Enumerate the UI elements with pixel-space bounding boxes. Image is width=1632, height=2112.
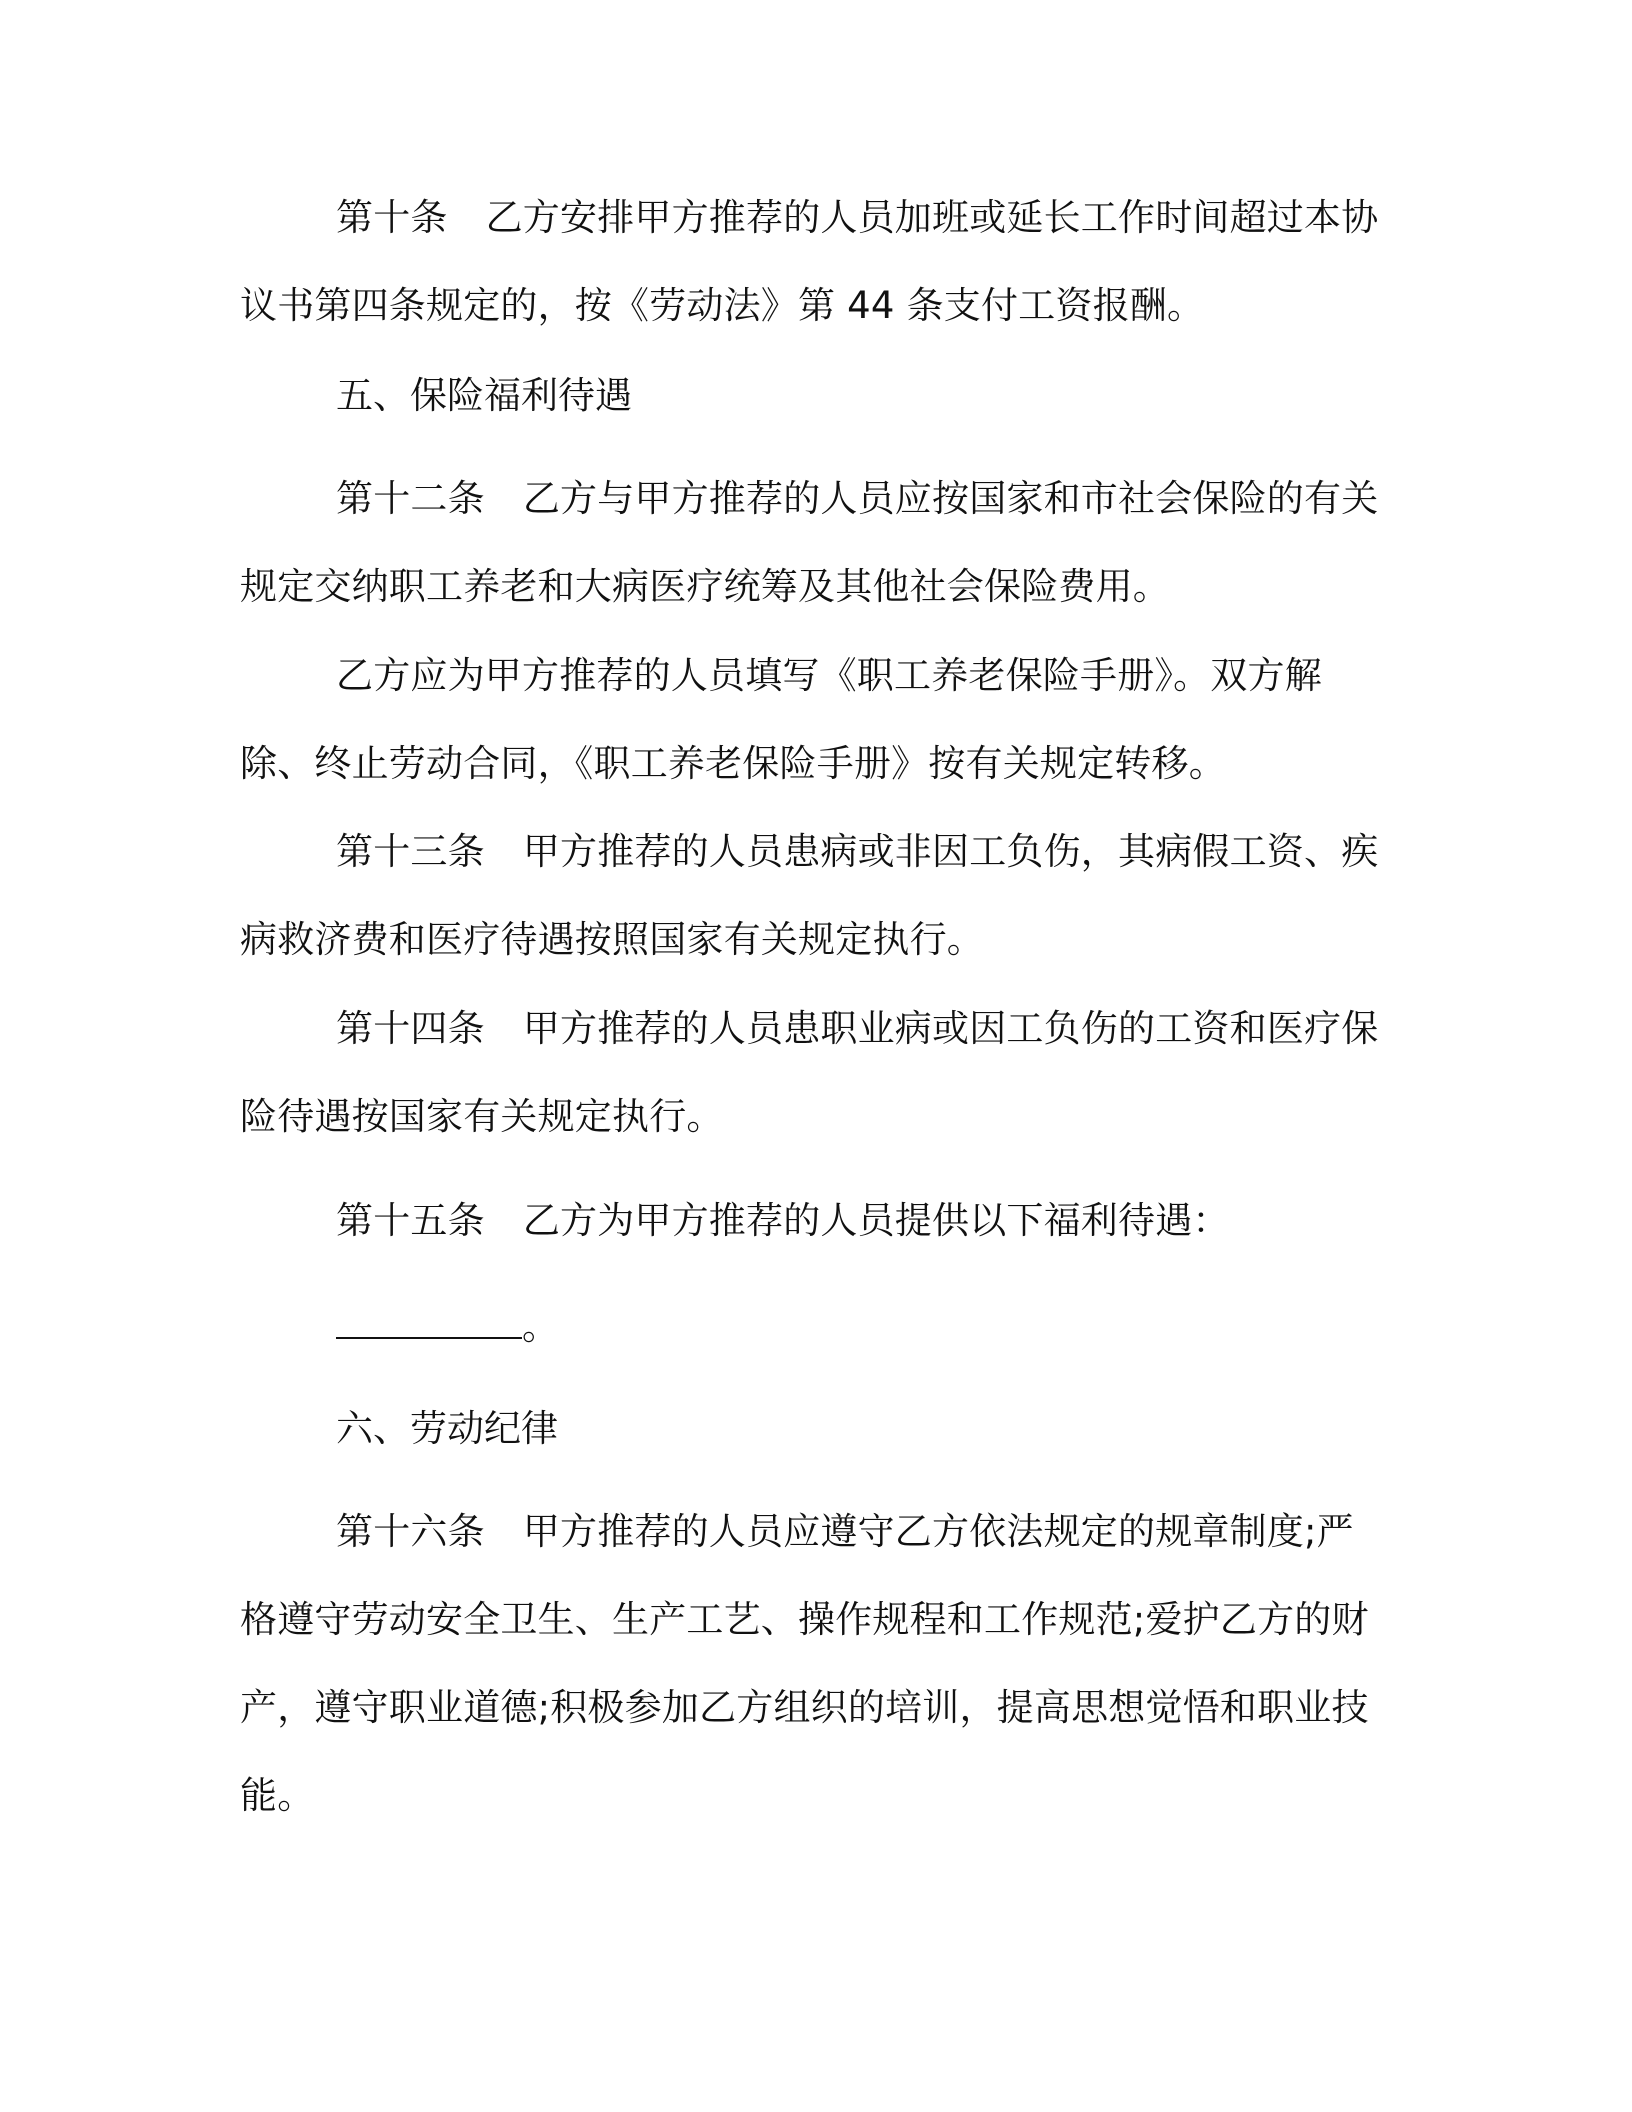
article-15 bbox=[240, 1177, 1390, 1265]
blank-suffix: 。 bbox=[522, 1305, 559, 1348]
article-12-continued bbox=[240, 632, 1390, 808]
article-13 bbox=[240, 808, 1390, 984]
article-label: 第十条 bbox=[336, 196, 448, 239]
section-heading-discipline: 六、劳动纪律 bbox=[336, 1407, 558, 1450]
fill-in-blank bbox=[336, 1313, 522, 1339]
article-label: 第十二条 bbox=[336, 477, 485, 520]
article-text: 甲方推荐的人员应遵守乙方依法规定的规章制度;严格遵守劳动安全卫生、生产工艺、操作规程和工作规范;爱护乙方的财产，遵守职业道德;积极参加乙方组织的培训，提高思想觉悟和职业技能。 bbox=[240, 1510, 1369, 1817]
article-text: 乙方与甲方推荐的人员应按国家和市社会保险的有关规定交纳职工养老和大病医疗统筹及其他社会保险费用。 bbox=[240, 477, 1379, 608]
article-16 bbox=[240, 1488, 1390, 1840]
article-text: 乙方为甲方推荐的人员提供以下福利待遇： bbox=[522, 1199, 1230, 1242]
article-10 bbox=[240, 174, 1390, 350]
article-12 bbox=[240, 455, 1390, 631]
article-text: 乙方应为甲方推荐的人员填写《职工养老保险手册》。双方解除、终止劳动合同，《职工养老保险手册》按有关规定转移。 bbox=[240, 654, 1322, 785]
article-label: 第十三条 bbox=[336, 830, 485, 873]
article-label: 第十六条 bbox=[336, 1510, 485, 1553]
article-label: 第十四条 bbox=[336, 1007, 485, 1050]
article-14 bbox=[240, 985, 1390, 1161]
article-text: 甲方推荐的人员患职业病或因工负伤的工资和医疗保险待遇按国家有关规定执行。 bbox=[240, 1007, 1379, 1138]
section-heading-insurance: 五、保险福利待遇 bbox=[336, 374, 632, 417]
article-label: 第十五条 bbox=[336, 1199, 485, 1242]
article-text: 乙方安排甲方推荐的人员加班或延长工作时间超过本协议书第四条规定的，按《劳动法》第 44 条支付工资报酬。 bbox=[240, 196, 1379, 327]
article-15-blank bbox=[336, 1283, 559, 1371]
article-text: 甲方推荐的人员患病或非因工负伤，其病假工资、疾病救济费和医疗待遇按照国家有关规定执行。 bbox=[240, 830, 1379, 961]
